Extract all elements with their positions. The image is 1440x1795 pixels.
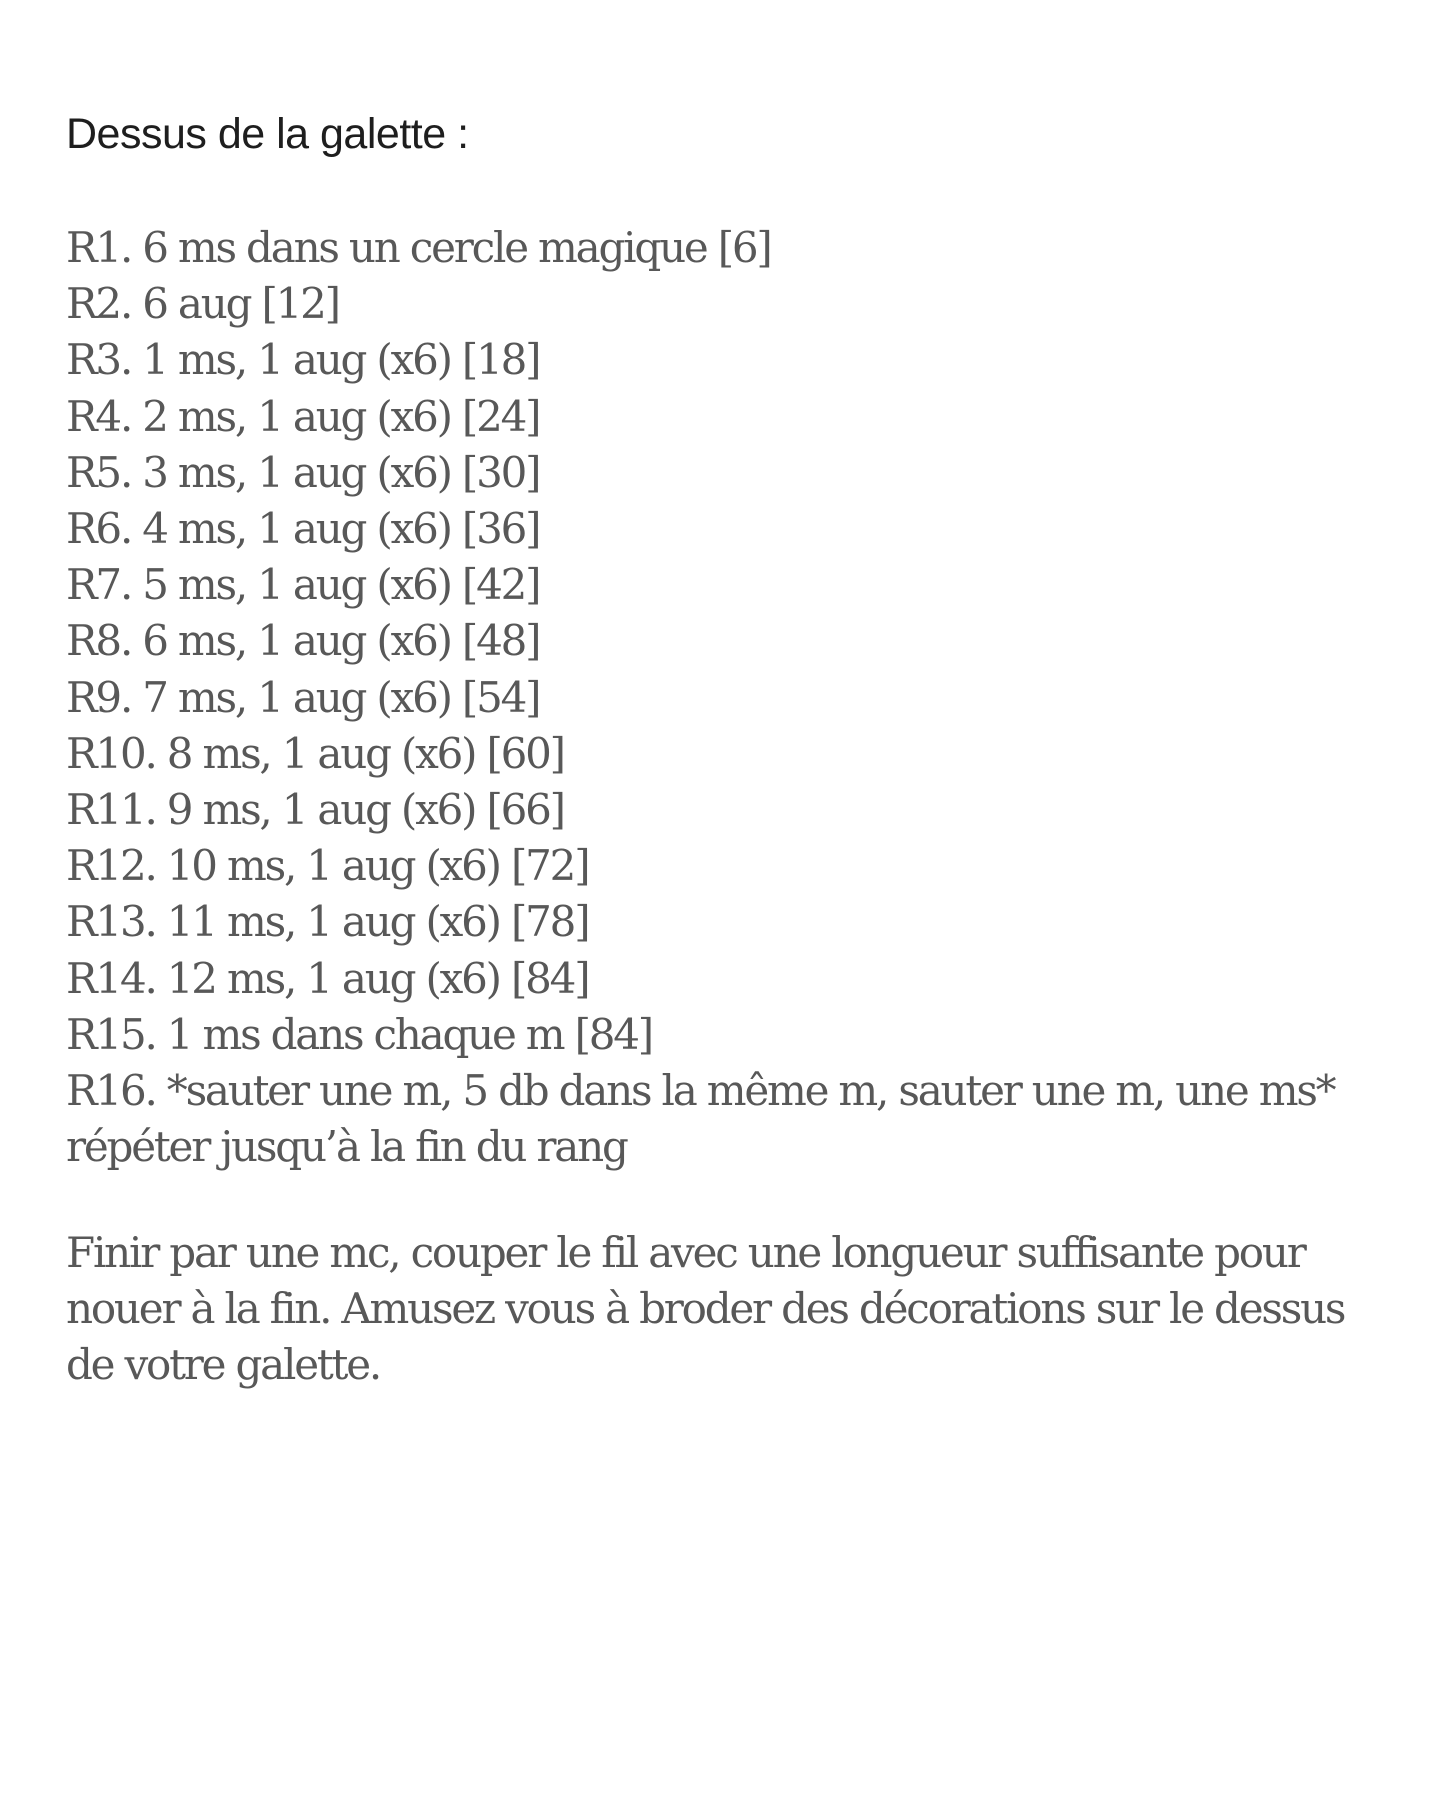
row-instruction: R12. 10 ms, 1 aug (x6) [72] [66, 841, 589, 891]
row-instruction: R2. 6 aug [12] [66, 279, 339, 329]
row-instruction: R4. 2 ms, 1 aug (x6) [24] [66, 391, 540, 441]
row-instruction: R9. 7 ms, 1 aug (x6) [54] [66, 672, 540, 722]
finishing-instructions: Finir par une mc, couper le fil avec une longueur suffisante pour nouer à la fin. Amusez vous à broder des décorations sur le dessus de votre galette. [66, 1228, 1345, 1390]
row-instruction: R16. *sauter une m, 5 db dans la même m, sauter une m, une ms* répéter jusqu’à la fin du rang [66, 1066, 1335, 1172]
row-instruction: R8. 6 ms, 1 aug (x6) [48] [66, 616, 540, 666]
row-instruction: R14. 12 ms, 1 aug (x6) [84] [66, 953, 589, 1003]
row-instruction: R7. 5 ms, 1 aug (x6) [42] [66, 560, 540, 610]
row-instruction: R11. 9 ms, 1 aug (x6) [66] [66, 785, 564, 835]
row-instruction: R3. 1 ms, 1 aug (x6) [18] [66, 335, 540, 385]
row-instruction: R1. 6 ms dans un cercle magique [6] [66, 223, 771, 272]
section-title: Dessus de la galette : [66, 110, 469, 158]
row-instruction: R13. 11 ms, 1 aug (x6) [78] [66, 897, 589, 947]
row-instruction: R10. 8 ms, 1 aug (x6) [60] [66, 728, 564, 778]
row-instruction: R6. 4 ms, 1 aug (x6) [36] [66, 504, 540, 554]
row-instructions-list [66, 220, 1406, 1175]
row-instruction: R5. 3 ms, 1 aug (x6) [30] [66, 447, 540, 497]
row-instruction: R15. 1 ms dans chaque m [84] [66, 1009, 652, 1059]
